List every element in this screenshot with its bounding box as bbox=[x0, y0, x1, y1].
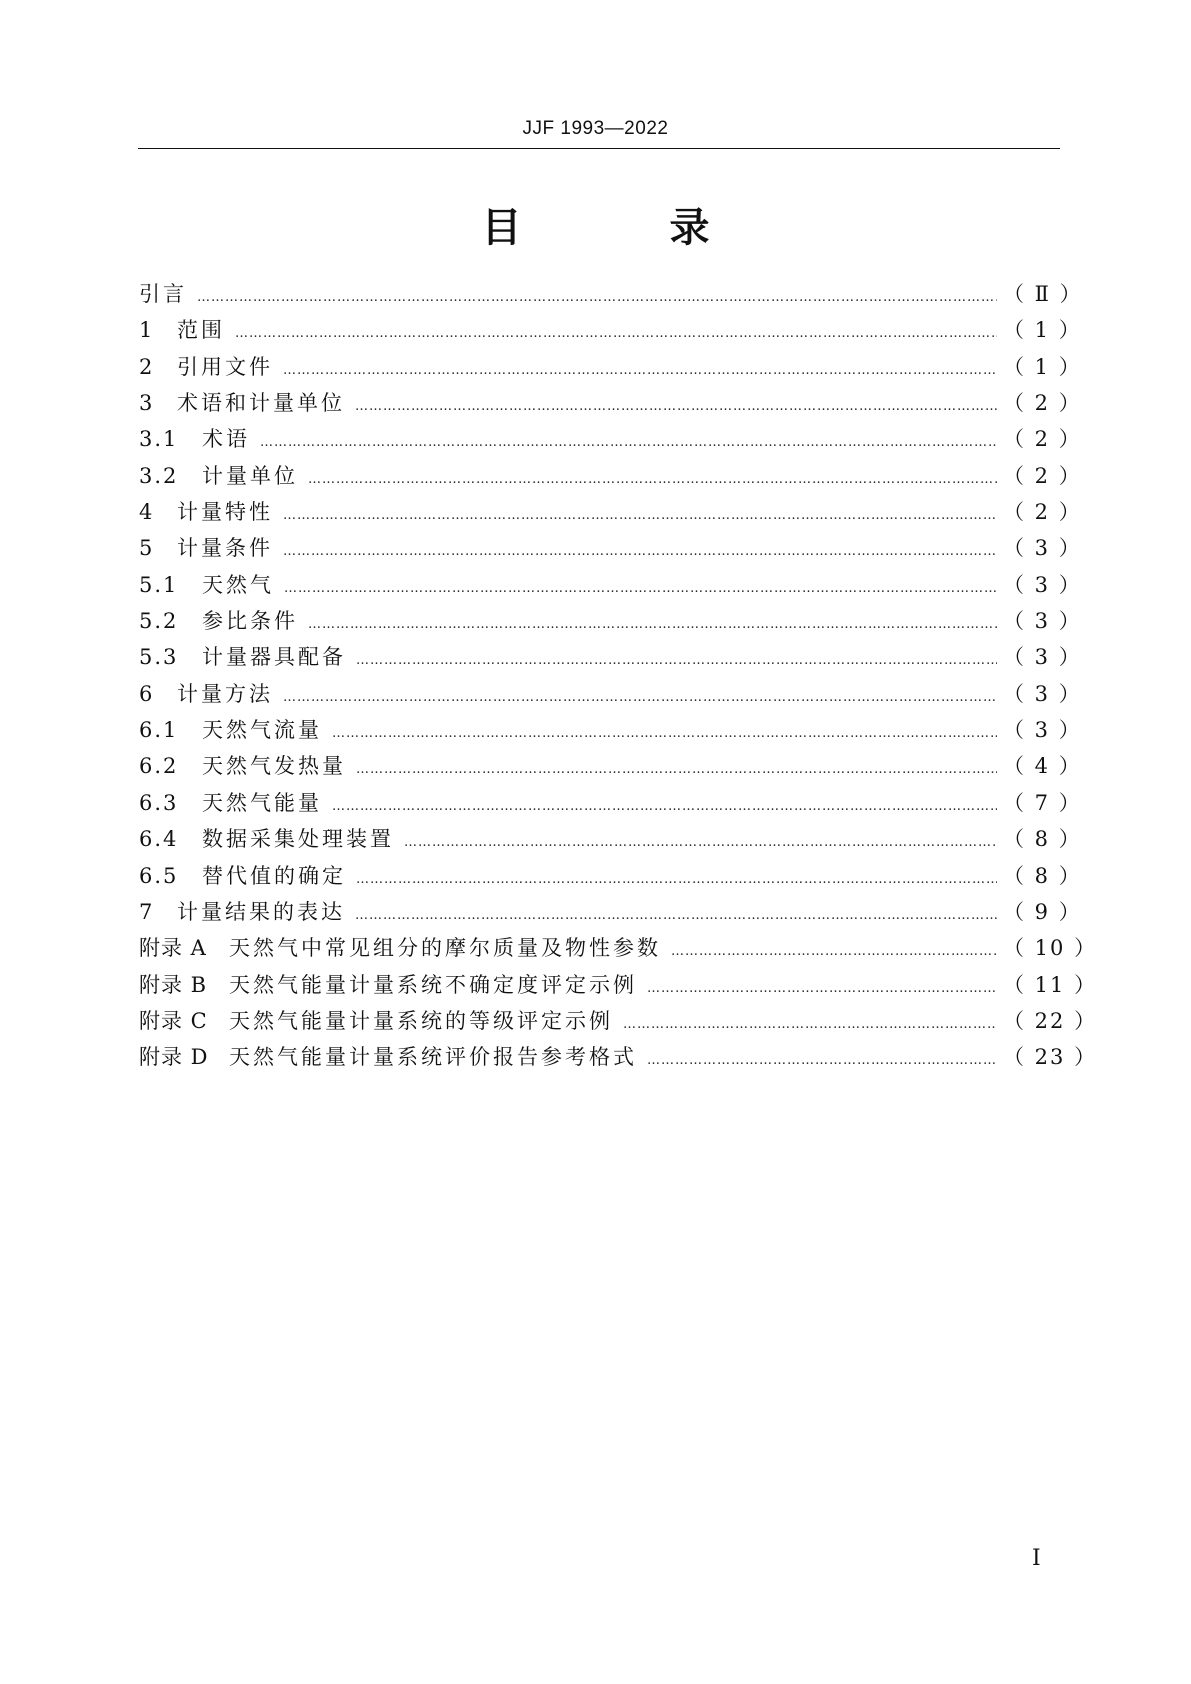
toc-leader-dots bbox=[283, 534, 997, 570]
toc-entry-title: 天然气能量计量系统的等级评定示例 bbox=[229, 1008, 613, 1033]
toc-leader-dots bbox=[404, 825, 997, 861]
toc-leader-dots bbox=[356, 862, 997, 898]
toc-leader-dots bbox=[647, 1043, 997, 1079]
toc-entry-number: 1 bbox=[139, 318, 155, 343]
toc-entry-title: 天然气流量 bbox=[202, 718, 322, 743]
toc-entry-page: （ 1 ） bbox=[1003, 354, 1082, 379]
toc-entry-title: 天然气 bbox=[202, 572, 274, 597]
toc-entry-page: （ 1 ） bbox=[1003, 318, 1082, 343]
toc-entry-page: （ 3 ） bbox=[1003, 609, 1082, 634]
toc-leader-dots bbox=[308, 607, 997, 643]
toc-entry-page: （ 3 ） bbox=[1003, 572, 1082, 597]
toc-entry-title: 引用文件 bbox=[177, 354, 273, 379]
toc-entry-title: 参比条件 bbox=[202, 609, 298, 634]
toc-entry-page: （ 2 ） bbox=[1003, 463, 1082, 488]
toc-entry-title: 天然气发热量 bbox=[202, 754, 346, 779]
toc-leader-dots bbox=[356, 752, 997, 788]
toc-entry-page: （ 22 ） bbox=[1003, 1008, 1098, 1033]
toc-entry-page: （ Ⅱ ） bbox=[1003, 282, 1083, 306]
toc-entry-2[interactable] bbox=[139, 349, 1082, 385]
toc-entry-number: 5 bbox=[139, 536, 155, 561]
toc-entry-4[interactable] bbox=[139, 494, 1082, 530]
toc-entry-title: 天然气能量计量系统评价报告参考格式 bbox=[229, 1045, 637, 1070]
toc-entry-title: 天然气能量计量系统不确定度评定示例 bbox=[229, 972, 637, 997]
toc-entry-5-2[interactable] bbox=[139, 603, 1082, 639]
toc-entry-page: （ 23 ） bbox=[1003, 1045, 1098, 1070]
toc-entry-5[interactable] bbox=[139, 530, 1082, 566]
toc-entry-appendix-a[interactable] bbox=[139, 930, 1098, 966]
toc-entry-6-5[interactable] bbox=[139, 858, 1082, 894]
toc-entry-5-1[interactable] bbox=[139, 567, 1082, 603]
toc-leader-dots bbox=[332, 716, 997, 752]
toc-entry-appendix-c[interactable] bbox=[139, 1003, 1098, 1039]
toc-leader-dots bbox=[671, 934, 997, 970]
page-title: 目 录 bbox=[481, 205, 764, 251]
toc-entry-title: 天然气能量 bbox=[202, 790, 322, 815]
toc-leader-dots bbox=[356, 643, 997, 679]
toc-entry-3-1[interactable] bbox=[139, 421, 1082, 457]
toc-entry-3[interactable] bbox=[139, 385, 1082, 421]
toc-entry-number: 4 bbox=[139, 500, 155, 525]
toc-entry-appendix-b[interactable] bbox=[139, 967, 1098, 1003]
header-rule bbox=[138, 148, 1060, 149]
toc-leader-dots bbox=[283, 353, 997, 389]
toc-entry-number: 6.1 bbox=[139, 718, 179, 743]
toc-entry-number: 3.2 bbox=[139, 463, 179, 488]
toc-entry-number: 7 bbox=[139, 899, 155, 924]
toc-entry-page: （ 2 ） bbox=[1003, 500, 1082, 525]
toc-entry-title: 计量结果的表达 bbox=[177, 899, 345, 924]
toc-entry-6-1[interactable] bbox=[139, 712, 1082, 748]
toc-leader-dots bbox=[284, 571, 997, 607]
toc-entry-page: （ 8 ） bbox=[1003, 827, 1082, 852]
toc-entry-6-3[interactable] bbox=[139, 785, 1082, 821]
toc-entry-title: 计量器具配备 bbox=[202, 645, 346, 670]
toc-entry-6-2[interactable] bbox=[139, 748, 1082, 784]
toc-entry-title: 范围 bbox=[177, 318, 225, 343]
toc-entry-title: 术语 bbox=[202, 427, 250, 452]
toc-entry-page: （ 9 ） bbox=[1003, 899, 1082, 924]
toc-entry-number: 附录 D bbox=[139, 1045, 209, 1070]
toc-entry-introduction[interactable] bbox=[139, 276, 1083, 312]
toc-leader-dots bbox=[197, 280, 997, 316]
toc-entry-number: 6 bbox=[139, 681, 155, 706]
toc-entry-page: （ 8 ） bbox=[1003, 863, 1082, 888]
toc-entry-title: 引言 bbox=[139, 282, 187, 306]
toc-entry-appendix-d[interactable] bbox=[139, 1039, 1098, 1075]
toc-entry-title: 计量方法 bbox=[177, 681, 273, 706]
toc-entry-title: 天然气中常见组分的摩尔质量及物性参数 bbox=[229, 936, 661, 961]
toc-leader-dots bbox=[260, 425, 997, 461]
toc-entry-number: 6.5 bbox=[139, 863, 179, 888]
toc-entry-title: 术语和计量单位 bbox=[177, 391, 345, 416]
toc-entry-number: 附录 B bbox=[139, 972, 208, 997]
toc-entry-page: （ 3 ） bbox=[1003, 718, 1082, 743]
toc-leader-dots bbox=[283, 498, 997, 534]
toc-entry-title: 替代值的确定 bbox=[202, 863, 346, 888]
toc-entry-number: 6.4 bbox=[139, 827, 179, 852]
toc-entry-title: 计量条件 bbox=[177, 536, 273, 561]
toc-entry-number: 5.1 bbox=[139, 572, 179, 597]
toc-entry-title: 计量特性 bbox=[177, 500, 273, 525]
toc-leader-dots bbox=[623, 1007, 997, 1043]
toc-entry-page: （ 10 ） bbox=[1003, 936, 1098, 961]
toc-entry-page: （ 3 ） bbox=[1003, 536, 1082, 561]
toc-entry-page: （ 2 ） bbox=[1003, 391, 1082, 416]
toc-leader-dots bbox=[308, 462, 997, 498]
toc-entry-5-3[interactable] bbox=[139, 639, 1082, 675]
toc-entry-7[interactable] bbox=[139, 894, 1082, 930]
toc-entry-3-2[interactable] bbox=[139, 458, 1082, 494]
toc-leader-dots bbox=[332, 789, 997, 825]
toc-entry-1[interactable] bbox=[139, 312, 1082, 348]
toc-entry-page: （ 7 ） bbox=[1003, 790, 1082, 815]
toc-leader-dots bbox=[355, 898, 997, 934]
toc-leader-dots bbox=[647, 971, 997, 1007]
toc-entry-number: 3.1 bbox=[139, 427, 179, 452]
toc-entry-number: 6.2 bbox=[139, 754, 179, 779]
toc-entry-number: 附录 A bbox=[139, 936, 207, 961]
toc-entry-number: 2 bbox=[139, 354, 155, 379]
toc-entry-number: 6.3 bbox=[139, 790, 179, 815]
toc-leader-dots bbox=[235, 316, 997, 352]
toc-entry-page: （ 3 ） bbox=[1003, 645, 1082, 670]
footer-page-number: I bbox=[1032, 1546, 1041, 1571]
toc-entry-page: （ 4 ） bbox=[1003, 754, 1082, 779]
toc-entry-title: 计量单位 bbox=[202, 463, 298, 488]
toc-leader-dots bbox=[283, 680, 997, 716]
toc-entry-page: （ 11 ） bbox=[1003, 972, 1098, 997]
toc-entry-number: 3 bbox=[139, 391, 155, 416]
toc-entry-title: 数据采集处理装置 bbox=[202, 827, 394, 852]
table-of-contents bbox=[139, 276, 1098, 1076]
toc-entry-number: 5.3 bbox=[139, 645, 179, 670]
toc-entry-page: （ 2 ） bbox=[1003, 427, 1082, 452]
toc-leader-dots bbox=[355, 389, 997, 425]
toc-entry-6-4[interactable] bbox=[139, 821, 1082, 857]
toc-entry-page: （ 3 ） bbox=[1003, 681, 1082, 706]
toc-entry-number: 附录 C bbox=[139, 1008, 208, 1033]
toc-entry-number: 5.2 bbox=[139, 609, 179, 634]
standard-code-header: JJF 1993—2022 bbox=[522, 118, 669, 139]
toc-entry-6[interactable] bbox=[139, 676, 1082, 712]
